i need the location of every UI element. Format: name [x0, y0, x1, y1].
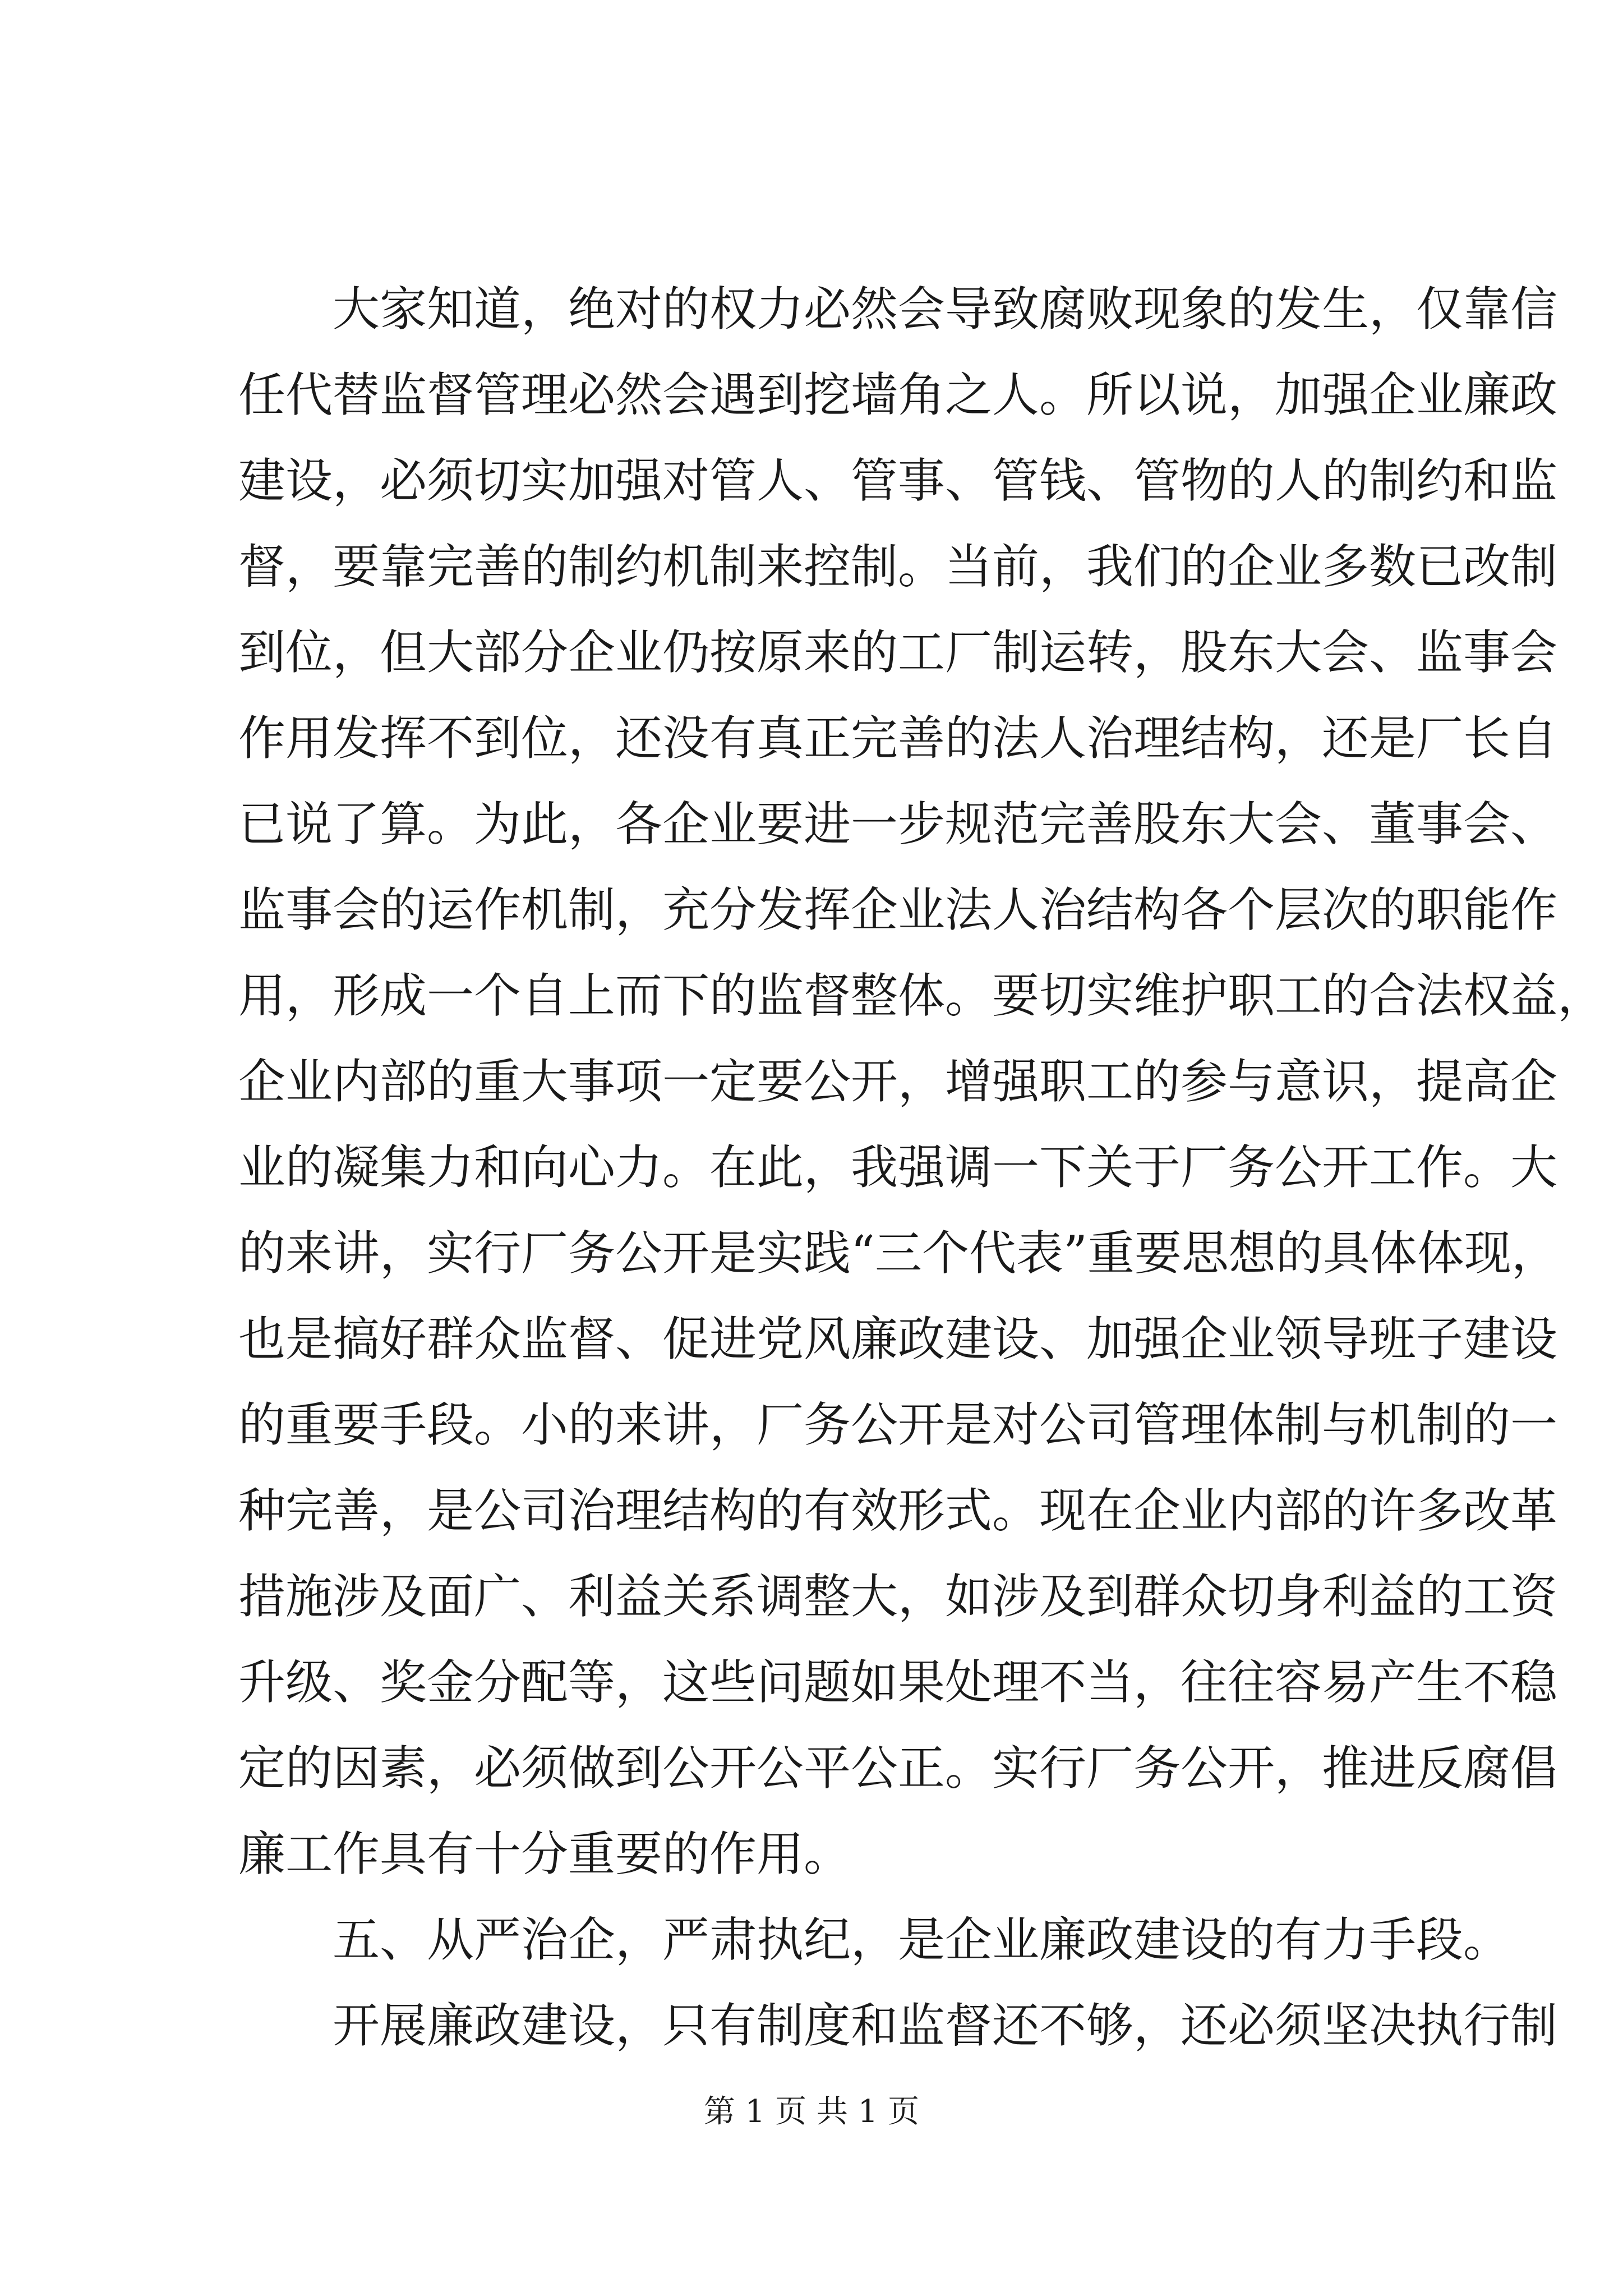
paragraph-line: 业的凝集力和向心力。在此，我强调一下关于厂务公开工作。大: [238, 1140, 1558, 1195]
paragraph-line: 也是搞好群众监督、促进党风廉政建设、加强企业领导班子建设: [238, 1312, 1558, 1366]
paragraph-line: 建设，必须切实加强对管人、管事、管钱、管物的人的制约和监: [238, 453, 1558, 508]
paragraph-line: 廉工作具有十分重要的作用。: [238, 1826, 851, 1881]
paragraph-line: 升级、奖金分配等，这些问题如果处理不当，往往容易产生不稳: [238, 1655, 1558, 1710]
paragraph-line: 任代替监督管理必然会遇到挖墙角之人。所以说，加强企业廉政: [238, 367, 1558, 422]
paragraph-line: 措施涉及面广、利益关系调整大，如涉及到群众切身利益的工资: [238, 1569, 1558, 1624]
paragraph-line: 作用发挥不到位，还没有真正完善的法人治理结构，还是厂长自: [238, 711, 1558, 766]
paragraph-line: 的来讲，实行厂务公开是实践“三个代表”重要思想的具体体现，: [238, 1226, 1559, 1281]
page-footer: 第 1 页 共 1 页: [703, 2093, 920, 2130]
paragraph-line: 定的因素，必须做到公开公平公正。实行厂务公开，推进反腐倡: [238, 1741, 1558, 1796]
paragraph-line: 开展廉政建设，只有制度和监督还不够，还必须坚决执行制: [333, 1998, 1558, 2053]
paragraph-line: 种完善，是公司治理结构的有效形式。现在企业内部的许多改革: [238, 1483, 1558, 1538]
body-text: [238, 266, 1605, 2069]
paragraph-line: 企业内部的重大事项一定要公开，增强职工的参与意识，提高企: [238, 1054, 1558, 1109]
paragraph-line: 监事会的运作机制，充分发挥企业法人治结构各个层次的职能作: [238, 882, 1558, 937]
paragraph-line: 已说了算。为此，各企业要进一步规范完善股东大会、董事会、: [238, 797, 1558, 852]
paragraph-line: 的重要手段。小的来讲，厂务公开是对公司管理体制与机制的一: [238, 1397, 1558, 1452]
section-heading: 五、从严治企，严肃执纪，是企业廉政建设的有力手段。: [333, 1912, 1511, 1967]
paragraph-line: 用，形成一个自上而下的监督整体。要切实维护职工的合法权益，: [238, 968, 1605, 1023]
paragraph-line: 督，要靠完善的制约机制来控制。当前，我们的企业多数已改制: [238, 539, 1558, 594]
paragraph-line: 大家知道，绝对的权力必然会导致腐败现象的发生，仅靠信: [333, 282, 1558, 337]
paragraph-line: 到位，但大部分企业仍按原来的工厂制运转，股东大会、监事会: [238, 625, 1558, 680]
